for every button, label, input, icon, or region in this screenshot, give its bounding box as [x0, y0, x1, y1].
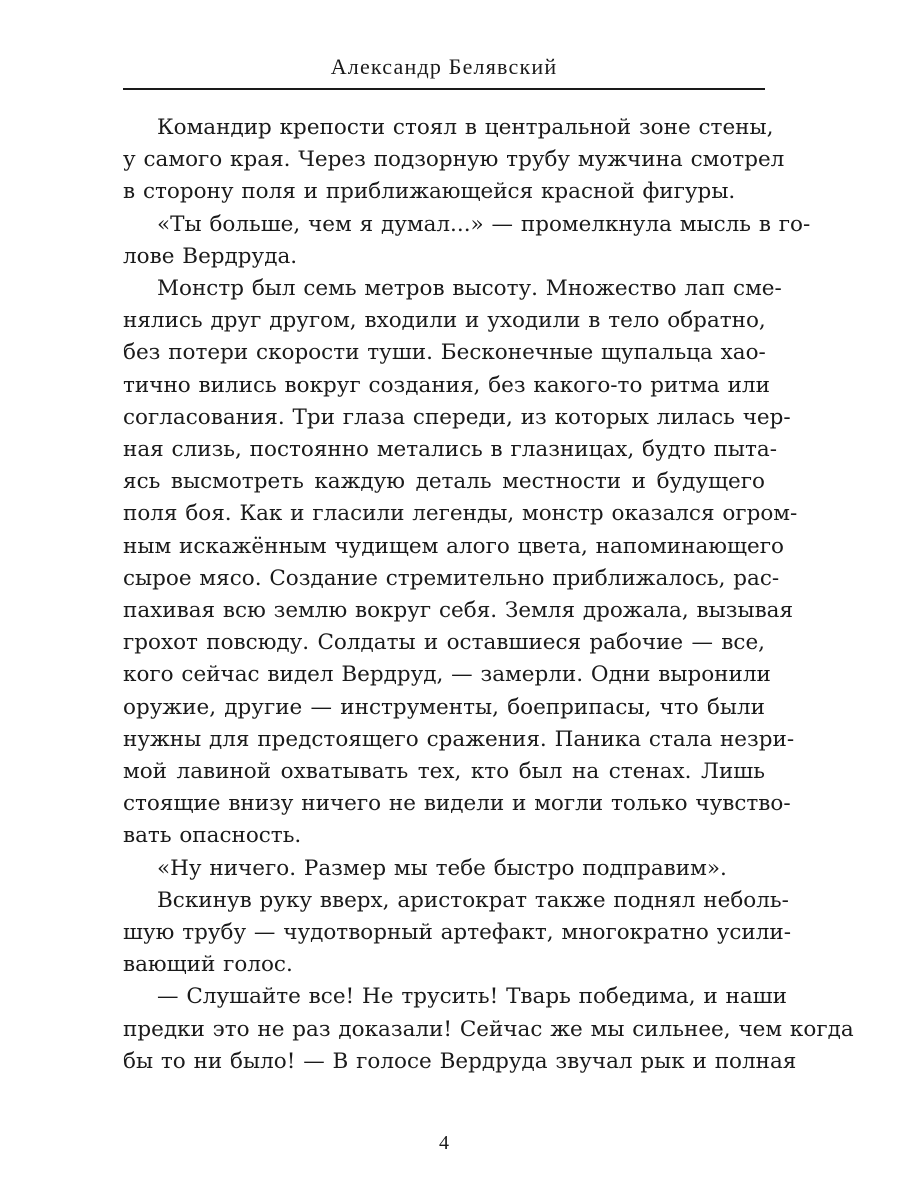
text-line: шую трубу — чудотворный артефакт, многократно усили- — [123, 920, 791, 946]
text-line: без потери скорости туши. Бесконечные щупальца хао- — [123, 340, 766, 366]
text-line: Вскинув руку вверх, аристократ также поднял неболь- — [157, 887, 789, 913]
text-line: лове Вердруда. — [123, 243, 298, 269]
text-line: нялись друг другом, входили и уходили в тело обратно, — [123, 308, 766, 334]
header-rule — [123, 88, 765, 90]
text-line: тично вились вокруг создания, без какого-то ритма или — [123, 372, 770, 398]
text-line: «Ты больше, чем я думал...» — промелкнула мысль в го- — [157, 211, 811, 237]
text-line: кого сейчас видел Вердруд, — замерли. Одни выронили — [123, 662, 771, 688]
text-line: — Слушайте все! Не трусить! Тварь победима, и наши — [157, 984, 787, 1010]
text-line: в сторону поля и приближающейся красной фигуры. — [123, 179, 736, 205]
text-block — [123, 112, 854, 1078]
text-line: ная слизь, постоянно метались в глазницах, будто пыта- — [123, 437, 777, 463]
text-line: сырое мясо. Создание стремительно приближалось, рас- — [123, 565, 780, 591]
page-number: 4 — [439, 1132, 449, 1154]
text-line: согласования. Три глаза спереди, из которых лилась чер- — [123, 404, 791, 430]
text-line: стоящие внизу ничего не видели и могли только чувство- — [123, 791, 791, 817]
text-line: ясь высмотреть каждую деталь местности и будущего — [123, 469, 765, 495]
text-line: оружие, другие — инструменты, боеприпасы, что были — [123, 694, 765, 720]
text-line: Командир крепости стоял в центральной зоне стены, — [157, 115, 774, 140]
body-text — [123, 112, 854, 1078]
text-line: поля боя. Как и гласили легенды, монстр оказался огром- — [123, 501, 798, 527]
text-line: «Ну ничего. Размер мы тебе быстро подправим». — [157, 855, 727, 881]
text-line: у самого края. Через подзорную трубу мужчина смотрел — [123, 147, 785, 173]
text-line: нужны для предстоящего сражения. Паника стала незри- — [123, 726, 795, 752]
text-line: грохот повсюду. Солдаты и оставшиеся рабочие — все, — [123, 630, 765, 656]
text-line: пахивая всю землю вокруг себя. Земля дрожала, вызывая — [123, 598, 794, 624]
text-line: Монстр был семь метров высоту. Множество лап сме- — [157, 276, 782, 302]
text-line: ным искажённым чудищем алого цвета, напоминающего — [123, 533, 784, 559]
book-page — [123, 52, 854, 1172]
running-head-author: Александр Белявский — [330, 54, 558, 79]
text-line: предки это не раз доказали! Сейчас же мы сильнее, чем когда — [123, 1016, 854, 1042]
text-line: вать опасность. — [123, 823, 302, 849]
text-line: вающий голос. — [123, 952, 293, 978]
text-line: мой лавиной охватывать тех, кто был на стенах. Лишь — [123, 759, 765, 785]
text-line: бы то ни было! — В голосе Вердруда звучал рык и полная — [123, 1048, 797, 1074]
